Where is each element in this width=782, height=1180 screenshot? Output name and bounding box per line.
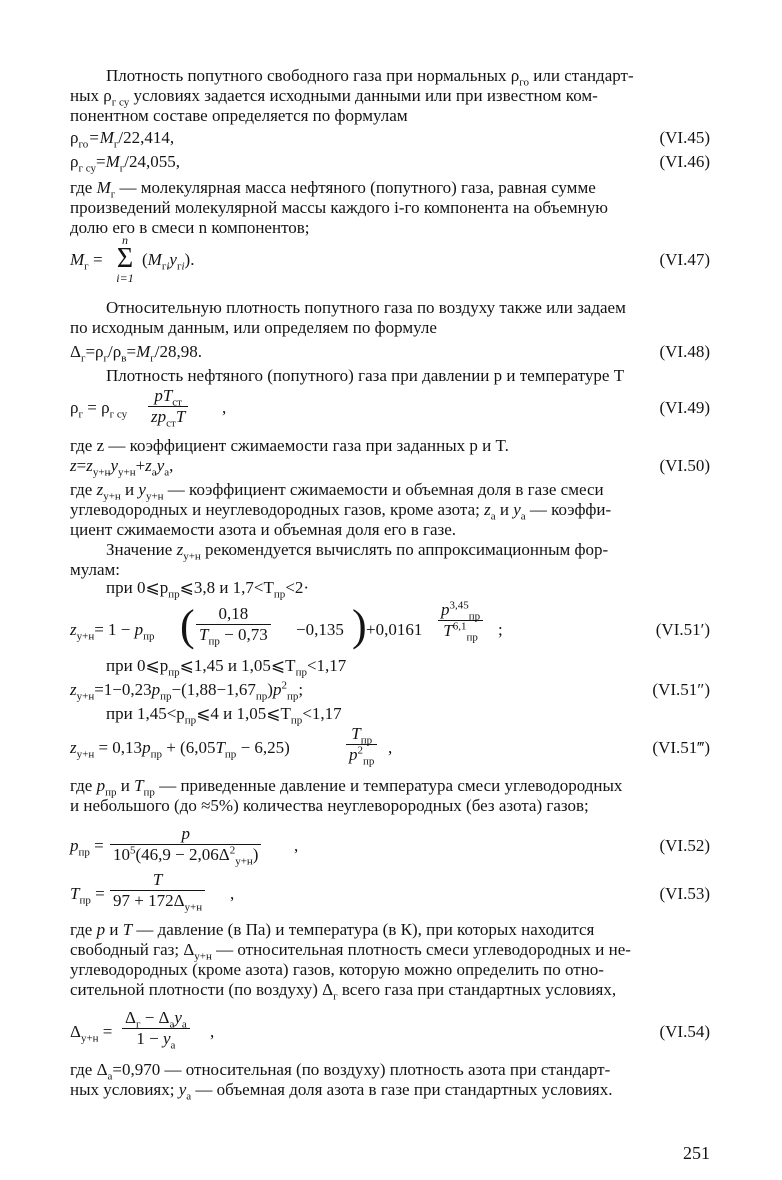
paragraph-line: Значение $z_{у+н}$ рекомендуется вычислять по аппроксимационным фор-	[106, 540, 609, 563]
paragraph-line: где $\Delta_а=0,970$ — относительная (по воздуху) плотность азота при стандарт-	[70, 1060, 611, 1083]
equation-number: (VI.46)	[659, 152, 710, 171]
equation-vi51b: $z_{у+н}=1-0,23p_{пр}-(1,88-1,67_{пр})p^2_{пр}$; (VI.51″)	[70, 679, 710, 703]
fraction: p $10^5(46,9 - 2,06\Delta^2_{у+н})$	[110, 824, 261, 865]
paragraph-line: где $z_{у+н}$ и $y_{у+н}$ — коэффициент сжимаемости и объемная доля в газе смеси	[70, 480, 604, 503]
equation-number: (VI.54)	[659, 1022, 710, 1041]
equation-vi52: $p_{пр}$ = p $10^5(46,9 - 2,06\Delta^2_{у+н})$ , (VI.52)	[70, 824, 710, 868]
paragraph-line: где z — коэффициент сжимаемости газа при заданных p и T.	[70, 436, 509, 455]
paragraph-line: мулам:	[70, 560, 121, 579]
equation-vi49: $\rho_г = \rho_{г су}$ $pT_{ст}$ $zp_{ст}T$ , (VI.49)	[70, 386, 710, 430]
paragraph-line: ных условиях; $y_а$ — объемная доля азота в газе при стандартных условиях.	[70, 1080, 613, 1103]
page-number: 251	[683, 1143, 710, 1163]
equation-vi53: $T_{пр}$ = T $97 + 172\Delta_{у+н}$ , (VI.53)	[70, 870, 710, 914]
paragraph-line: долю его в смеси n компонентов;	[70, 218, 310, 237]
equation-number: (VI.52)	[659, 836, 710, 855]
paragraph-line: углеводородных и неуглеводородных газов, кроме азота; $z_а$ и $y_а$ — коэффи-	[70, 500, 612, 523]
fraction: $\Delta_г - \Delta_аy_а$ $1 - y_а$	[122, 1008, 190, 1049]
condition-line: при $0⩽p_{пр}⩽1,45$ и $1,05⩽T_{пр}<1,17$	[106, 656, 347, 679]
paragraph-line: понентном составе определяется по формулам	[70, 106, 408, 125]
equation-number: (VI.48)	[659, 342, 710, 361]
paragraph-line: углеводородных (кроме азота) газов, которую можно определить по отно-	[70, 960, 604, 979]
equation-vi46: $\rho_{г су}=M_г/24,055$, (VI.46)	[70, 152, 710, 175]
paragraph-line: Плотность попутного свободного газа при нормальных $\rho_{го}$ или стандарт-	[106, 66, 634, 89]
equation-number: (VI.49)	[659, 398, 710, 417]
paragraph-line: и небольшого (до ≈5%) количества неуглеворородных (без азота) газов;	[70, 796, 589, 815]
paragraph-line: сительной плотности (по воздуху) $\Delta_г$ всего газа при стандартных условиях,	[70, 980, 617, 1003]
equation-vi50: $z=z_{у+н}y_{у+н}+z_аy_а$, (VI.50)	[70, 456, 710, 479]
fraction: $pT_{ст}$ $zp_{ст}T$	[148, 386, 188, 427]
equation-number: (VI.53)	[659, 884, 710, 903]
paragraph-line: произведений молекулярной массы каждого i-го компонента на объемную	[70, 198, 608, 217]
equation-vi51c: $z_{у+н} = 0,13p_{пр} + (6,05T_{пр} - 6,25)$ $T_{пр}$ $p^2_{пр}$ , (VI.51‴)	[70, 724, 710, 768]
equation-number: (VI.51‴)	[652, 738, 710, 757]
fraction: $T_{пр}$ $p^2_{пр}$	[346, 724, 377, 765]
equation-vi48: $\Delta_г=\rho_г/\rho_в=M_г/28,98$. (VI.48)	[70, 342, 710, 365]
equation-number: (VI.51′)	[655, 620, 710, 639]
equation-vi51a: $z_{у+н}= 1 - p_{пр}$ ( 0,18 $T_{пр} - 0,73$ −0,135 ) +0,0161 $p^{3,45}_{пр}$ T$^{6,1}_{пр}$ ; (VI.51′)	[70, 599, 710, 650]
paragraph-line: где p и T — давление (в Па) и температура (в К), при которых находится	[70, 920, 595, 939]
paragraph-line: Относительную плотность попутного газа по воздуху также или задаем	[106, 298, 626, 317]
paragraph-line: циент сжимаемости азота и объемная доля его в газе.	[70, 520, 457, 539]
equation-vi54: $\Delta_{у+н}$ = $\Delta_г - \Delta_аy_а$ $1 - y_а$ , (VI.54)	[70, 1008, 710, 1052]
equation-vi47: $M_г$ = n Σ i=1 $(M_{гi}y_{гi})$. (VI.47)	[70, 233, 710, 285]
equation-vi45: $\rho_{го}=M_г/22,414$, (VI.45)	[70, 128, 710, 151]
paragraph-line: где $p_{пр}$ и $T_{пр}$ — приведенные давление и температура смеси углеводородных	[70, 776, 623, 799]
paragraph-line: ных $\rho_{г су}$ условиях задается исходными данными или при известном ком-	[70, 86, 598, 109]
paragraph-line: свободный газ; $\Delta_{у+н}$ — относительная плотность смеси углеводородных и не-	[70, 940, 631, 963]
sum-symbol: n Σ i=1	[116, 233, 134, 285]
paragraph-line: по исходным данным, или определяем по формуле	[70, 318, 437, 337]
condition-line: при $0⩽p_{пр}⩽3,8$ и $1,7<T_{пр}<2\cdot$	[106, 578, 310, 601]
fraction: 0,18 $T_{пр} - 0,73$	[196, 604, 271, 645]
paragraph-line: Плотность нефтяного (попутного) газа при давлении p и температуре T	[106, 366, 625, 385]
fraction: T $97 + 172\Delta_{у+н}$	[110, 870, 205, 911]
condition-line: при $1,45<p_{пр}⩽4$ и $1,05⩽T_{пр}<1,17$	[106, 704, 342, 727]
fraction: $p^{3,45}_{пр}$ T$^{6,1}_{пр}$	[438, 600, 483, 641]
equation-number: (VI.47)	[659, 250, 710, 269]
equation-number: (VI.50)	[659, 456, 710, 475]
paragraph-line: где $M_г$ — молекулярная масса нефтяного (попутного) газа, равная сумме	[70, 178, 596, 201]
equation-number: (VI.45)	[659, 128, 710, 147]
equation-number: (VI.51″)	[652, 680, 710, 699]
